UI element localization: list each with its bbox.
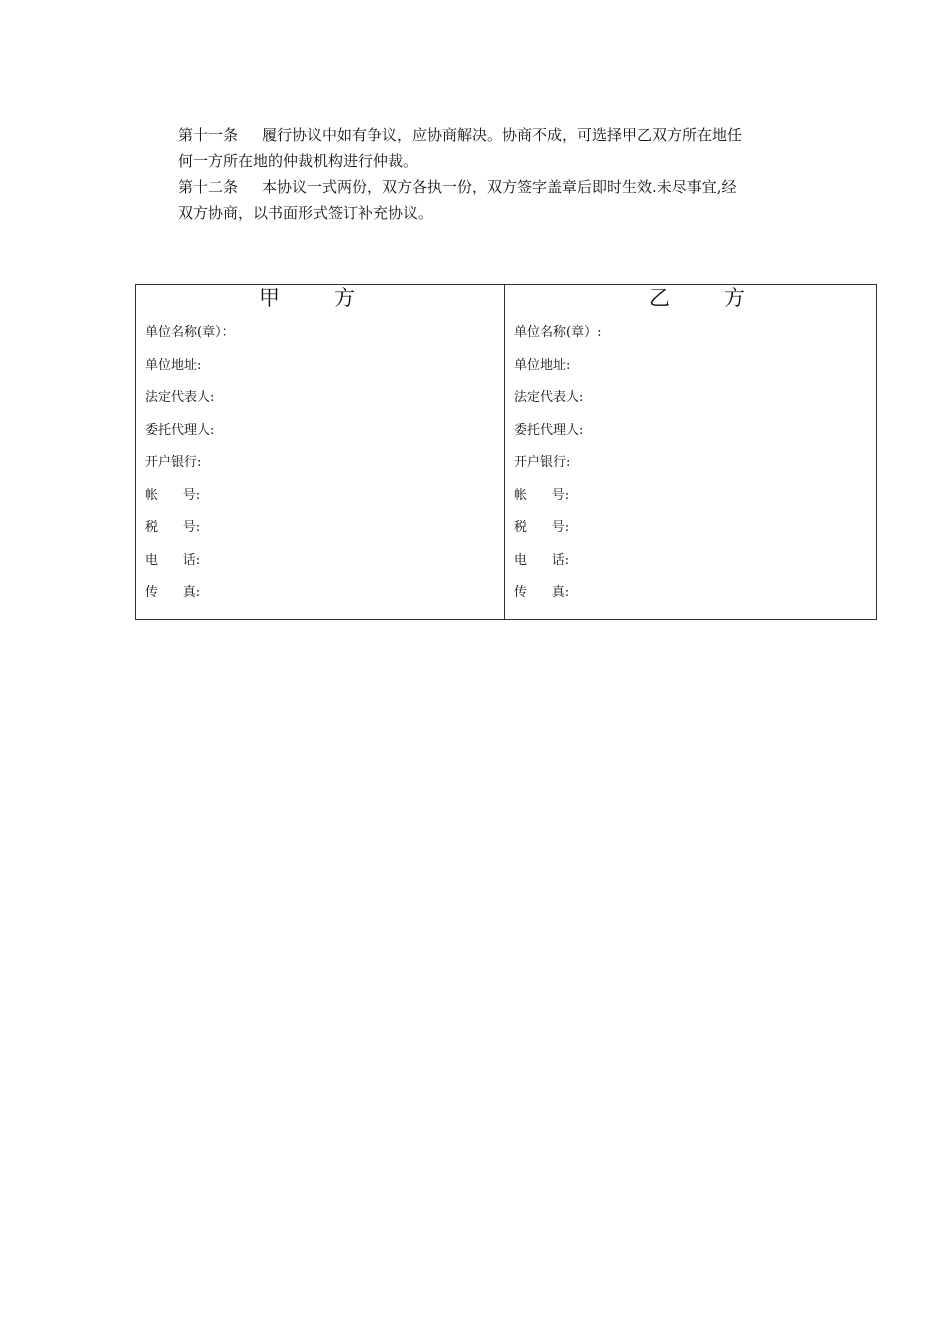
clause-text: 何一方所在地的仲裁机构进行仲裁。 xyxy=(178,152,419,170)
field-company-address: 单位地址: xyxy=(145,357,202,373)
field-legal-representative: 法定代表人: xyxy=(514,390,584,405)
field-phone: 电 话: xyxy=(145,552,201,568)
clause-number: 第十一条 xyxy=(178,126,239,144)
field-bank: 开户银行: xyxy=(145,455,202,470)
party-a-column xyxy=(136,285,505,619)
clause-number: 第十二条 xyxy=(178,178,239,196)
signature-table xyxy=(135,284,877,620)
field-fax: 传 真: xyxy=(514,585,570,600)
field-company-name: 单位名称(章）: xyxy=(514,325,602,340)
party-a-heading-char: 甲 xyxy=(259,286,280,310)
clause-text: 本协议一式两份，双方各执一份，双方签字盖章后即时生效.未尽事宜,经 xyxy=(262,178,737,196)
party-b-heading xyxy=(649,285,745,311)
clause-12-continued xyxy=(178,200,802,226)
field-tax-number: 税 号: xyxy=(514,520,570,535)
clause-12 xyxy=(178,174,802,200)
field-authorized-agent: 委托代理人: xyxy=(145,422,215,438)
field-account-number: 帐 号: xyxy=(145,487,201,503)
field-tax-number: 税 号: xyxy=(145,520,201,535)
field-fax: 传 真: xyxy=(145,585,201,600)
clause-11 xyxy=(178,122,802,148)
party-a-fields xyxy=(145,325,235,618)
party-b-heading-char: 乙 xyxy=(649,286,670,310)
field-phone: 电 话: xyxy=(514,552,570,568)
contract-clauses xyxy=(178,122,802,226)
field-authorized-agent: 委托代理人: xyxy=(514,422,584,438)
field-company-address: 单位地址: xyxy=(514,357,571,373)
field-legal-representative: 法定代表人: xyxy=(145,390,215,405)
clause-text: 履行协议中如有争议，应协商解决。协商不成，可选择甲乙双方所在地任 xyxy=(262,126,743,144)
clause-11-continued xyxy=(178,148,802,174)
party-b-heading-char: 方 xyxy=(724,286,745,310)
field-company-name: 单位名称(章）： xyxy=(145,325,235,340)
field-bank: 开户银行: xyxy=(514,455,571,470)
field-account-number: 帐 号: xyxy=(514,487,570,503)
clause-text: 双方协商，以书面形式签订补充协议。 xyxy=(178,204,434,222)
party-a-heading xyxy=(259,285,355,311)
party-a-heading-char: 方 xyxy=(334,286,355,310)
party-b-column xyxy=(505,285,876,619)
party-b-fields xyxy=(514,325,601,618)
